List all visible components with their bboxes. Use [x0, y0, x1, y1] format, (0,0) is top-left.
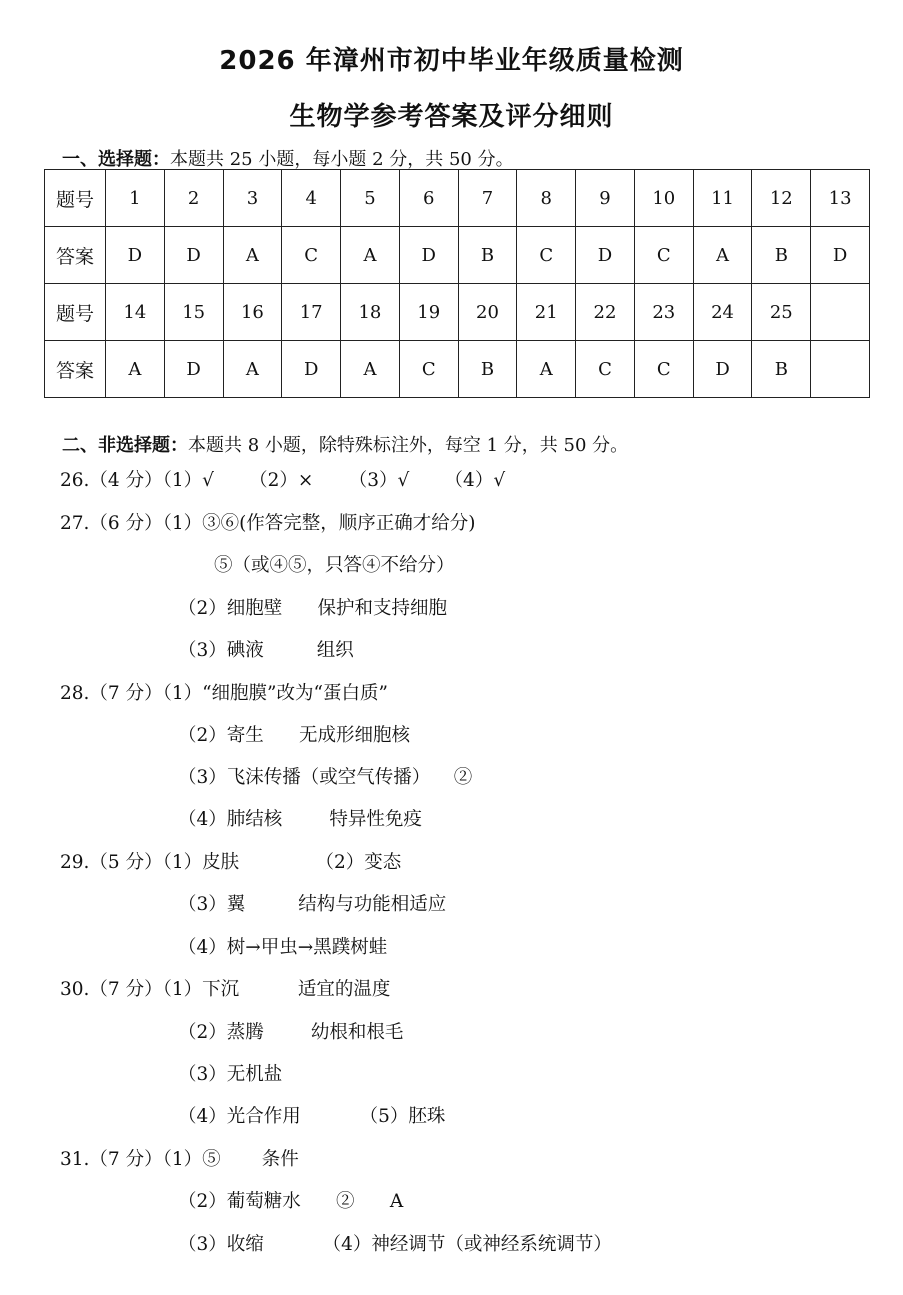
choice-answer-table — [44, 169, 870, 398]
answer-30-2: （2）蒸腾 幼根和根毛 — [178, 1022, 404, 1043]
answer-cell: D — [164, 341, 223, 398]
question-number-cell — [811, 284, 870, 341]
question-number-cell: 2 — [164, 170, 223, 227]
answer-cell: A — [517, 341, 576, 398]
answer-27-1b: ⑤（或④⑤，只答④不给分） — [214, 555, 455, 576]
question-number-cell: 6 — [399, 170, 458, 227]
answer-27-3: （3）碘液 组织 — [178, 640, 354, 661]
answer-cell: A — [341, 227, 400, 284]
answer-30-1: 30.（7 分）（1）下沉 适宜的温度 — [60, 979, 391, 1000]
answer-row — [45, 227, 870, 284]
question-number-row-label: 题号 — [45, 170, 106, 227]
answer-cell: D — [693, 341, 752, 398]
answer-26: 26.（4 分）（1）√ （2）× （3）√ （4）√ — [60, 470, 506, 491]
question-number-cell: 18 — [341, 284, 400, 341]
answer-cell: B — [752, 227, 811, 284]
question-number-row-label: 题号 — [45, 284, 106, 341]
answer-cell: A — [693, 227, 752, 284]
question-number-cell: 25 — [752, 284, 811, 341]
answer-28-1: 28.（7 分）（1）“细胞膜”改为“蛋白质” — [60, 683, 388, 704]
section-nonchoice-heading — [62, 431, 628, 457]
section-choice-label: 一、选择题： — [62, 149, 170, 170]
question-number-row — [45, 170, 870, 227]
answer-cell: C — [634, 341, 693, 398]
question-number-cell: 10 — [634, 170, 693, 227]
question-number-cell: 21 — [517, 284, 576, 341]
answer-31-2: （2）葡萄糖水 ② A — [178, 1191, 404, 1212]
answer-cell: C — [634, 227, 693, 284]
answer-row-label: 答案 — [45, 341, 106, 398]
answer-cell: A — [341, 341, 400, 398]
document-subtitle: 生物学参考答案及评分细则 — [289, 102, 614, 132]
question-number-cell: 8 — [517, 170, 576, 227]
answer-cell: D — [282, 341, 341, 398]
question-number-cell: 1 — [106, 170, 165, 227]
section-choice-heading — [62, 145, 514, 171]
answer-cell: D — [399, 227, 458, 284]
section-nonchoice-label: 二、非选择题： — [62, 435, 188, 456]
question-number-cell: 7 — [458, 170, 517, 227]
question-number-cell: 9 — [576, 170, 635, 227]
question-number-cell: 14 — [106, 284, 165, 341]
answer-28-2: （2）寄生 无成形细胞核 — [178, 725, 411, 746]
question-number-row — [45, 284, 870, 341]
answer-28-3: （3）飞沫传播（或空气传播） ② — [178, 767, 473, 788]
answer-31-1: 31.（7 分）（1）⑤ 条件 — [60, 1149, 299, 1170]
question-number-cell: 12 — [752, 170, 811, 227]
answer-cell: D — [576, 227, 635, 284]
answer-31-3: （3）收缩 （4）神经调节（或神经系统调节） — [178, 1234, 612, 1255]
answer-cell — [811, 341, 870, 398]
question-number-cell: 4 — [282, 170, 341, 227]
answer-28-4: （4）肺结核 特异性免疫 — [178, 809, 422, 830]
answer-cell: A — [223, 341, 282, 398]
answer-cell: B — [458, 227, 517, 284]
answer-cell: D — [811, 227, 870, 284]
question-number-cell: 17 — [282, 284, 341, 341]
answer-29-4: （4）树→甲虫→黑蹼树蛙 — [178, 937, 388, 958]
document-title: 2026 年漳州市初中毕业年级质量检测 — [219, 46, 684, 76]
answer-cell: C — [399, 341, 458, 398]
answer-27-1: 27.（6 分）（1）③⑥(作答完整，顺序正确才给分) — [60, 513, 476, 534]
answer-27-2: （2）细胞壁 保护和支持细胞 — [178, 598, 448, 619]
answer-row — [45, 341, 870, 398]
section-nonchoice-desc: 本题共 8 小题，除特殊标注外，每空 1 分，共 50 分。 — [188, 435, 629, 456]
answer-cell: C — [282, 227, 341, 284]
answer-cell: B — [752, 341, 811, 398]
answer-cell: D — [106, 227, 165, 284]
question-number-cell: 24 — [693, 284, 752, 341]
answer-cell: A — [223, 227, 282, 284]
question-number-cell: 13 — [811, 170, 870, 227]
question-number-cell: 11 — [693, 170, 752, 227]
answer-30-4: （4）光合作用 （5）胚珠 — [178, 1106, 446, 1127]
answer-cell: C — [576, 341, 635, 398]
answer-cell: D — [164, 227, 223, 284]
answer-29-1: 29.（5 分）（1）皮肤 （2）变态 — [60, 852, 402, 873]
question-number-cell: 20 — [458, 284, 517, 341]
question-number-cell: 16 — [223, 284, 282, 341]
section-choice-desc: 本题共 25 小题，每小题 2 分，共 50 分。 — [170, 149, 514, 170]
answer-row-label: 答案 — [45, 227, 106, 284]
answer-cell: A — [106, 341, 165, 398]
question-number-cell: 19 — [399, 284, 458, 341]
question-number-cell: 15 — [164, 284, 223, 341]
answer-30-3: （3）无机盐 — [178, 1064, 283, 1085]
question-number-cell: 23 — [634, 284, 693, 341]
question-number-cell: 5 — [341, 170, 400, 227]
question-number-cell: 3 — [223, 170, 282, 227]
answer-29-3: （3）翼 结构与功能相适应 — [178, 894, 447, 915]
answer-cell: B — [458, 341, 517, 398]
question-number-cell: 22 — [576, 284, 635, 341]
answer-cell: C — [517, 227, 576, 284]
